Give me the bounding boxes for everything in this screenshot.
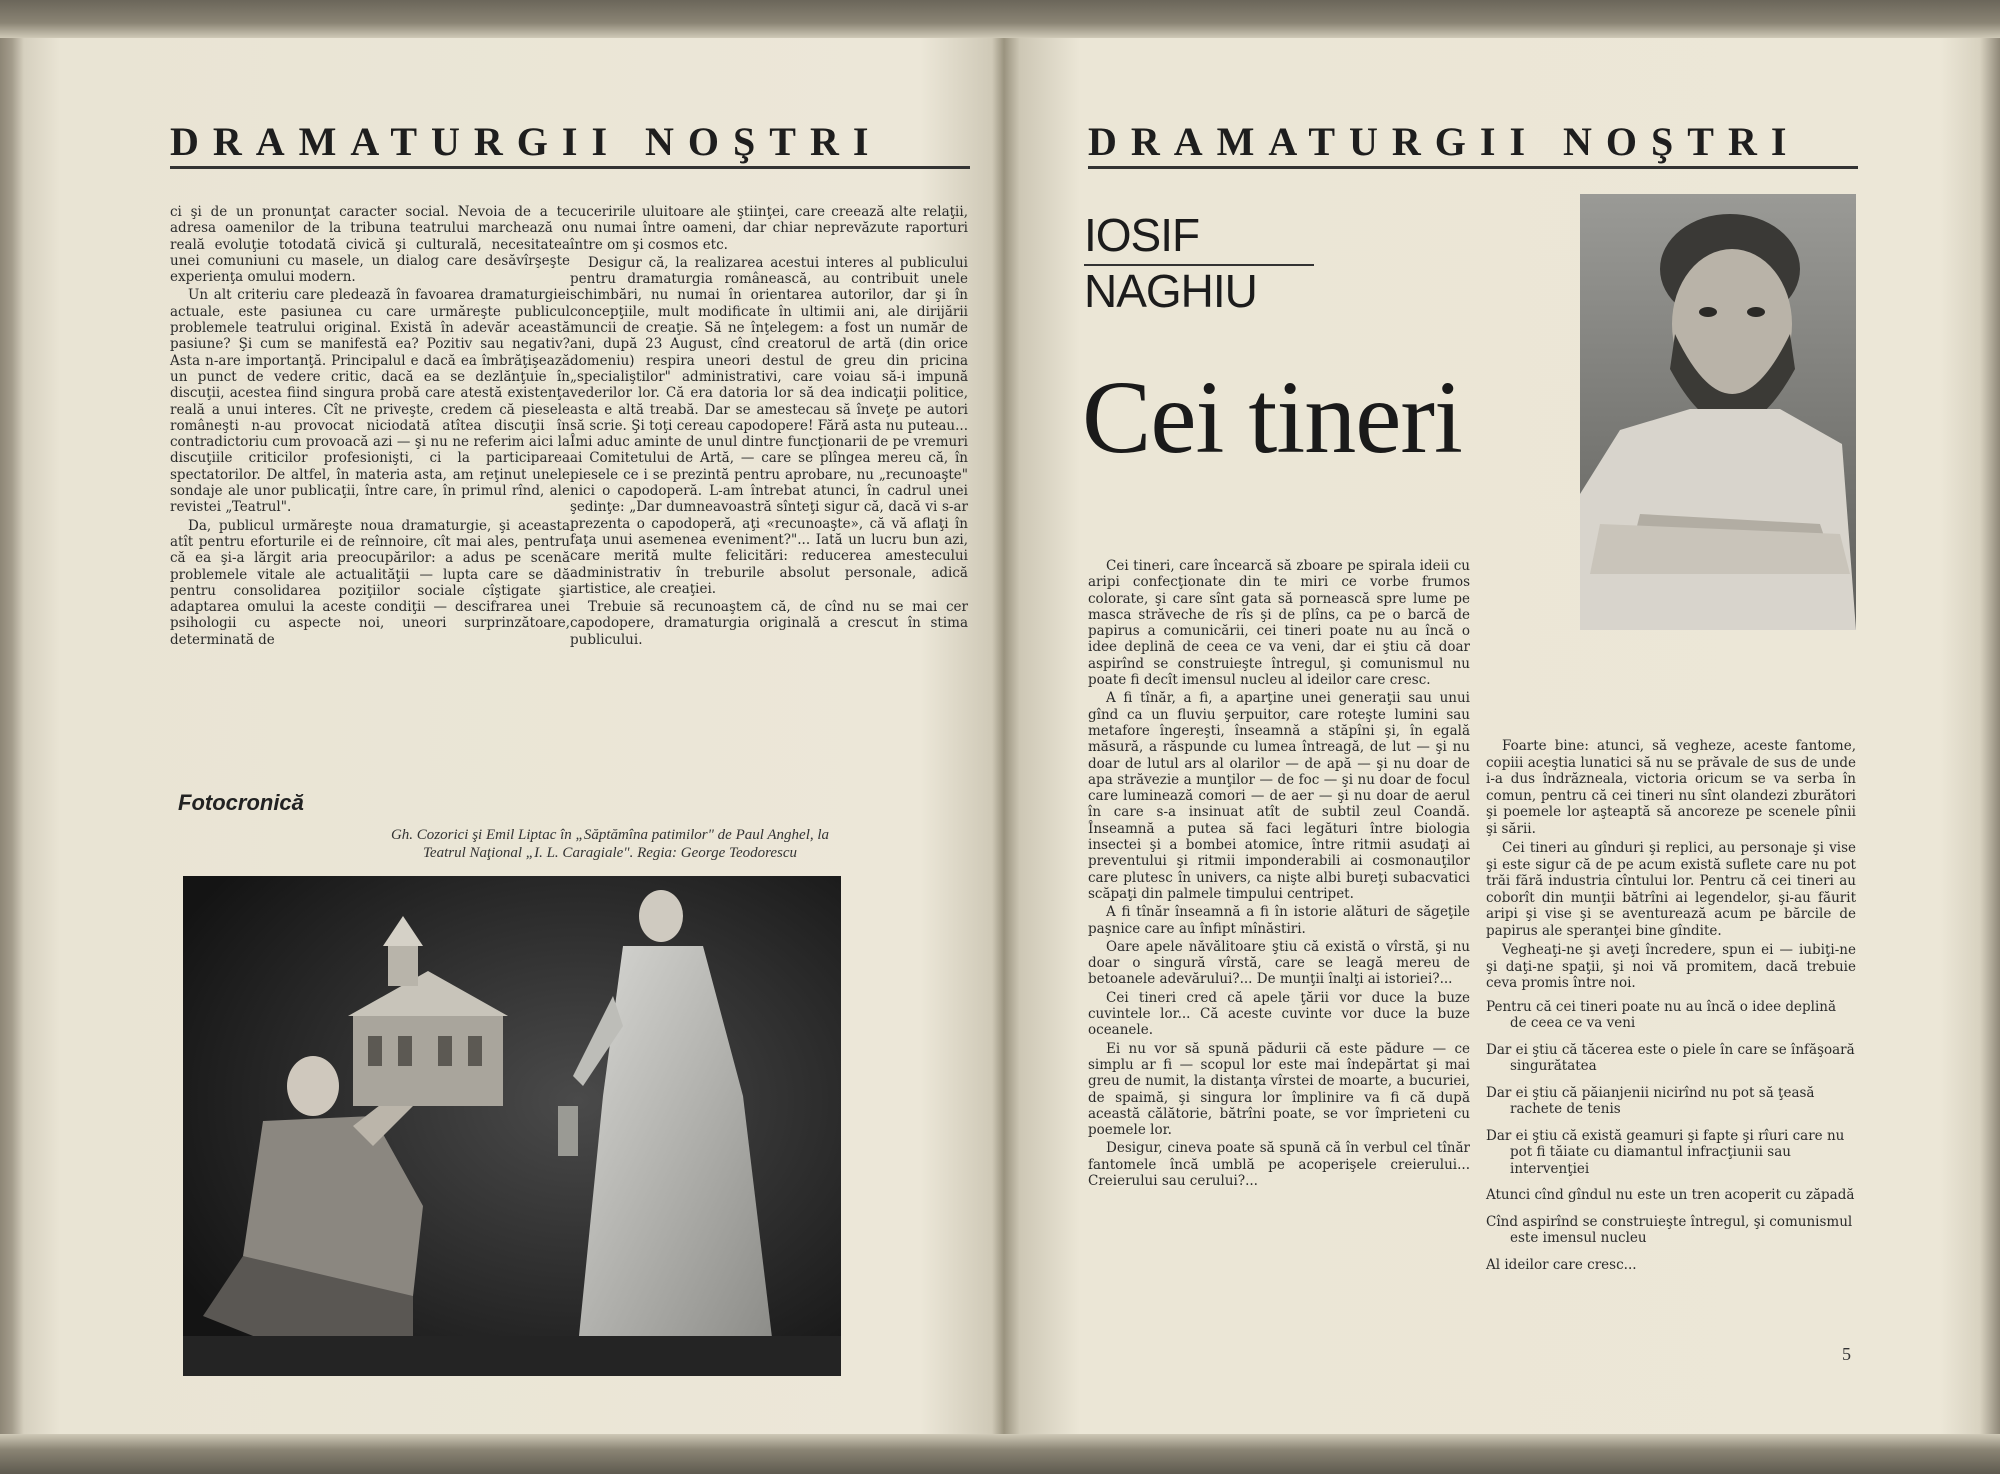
article-column-1 <box>170 204 570 650</box>
paragraph: Trebuie să recunoaştem că, de cînd nu se mai cer capodopere, dramaturgia originală a crescut în stima publicului. <box>570 599 968 648</box>
paragraph: Vegheaţi-ne şi aveţi încredere, spun ei — iubiţi-ne şi daţi-ne spaţii, şi noi vă promitem, dacă trebuie ceva promis între noi. <box>1486 942 1856 991</box>
paragraph: Da, publicul urmăreşte noua dramaturgie, şi aceasta atît pentru eforturile ei de reînnoire, cît mai ales, pentru că ea şi-a lărgit aria preocupărilor: a adus pe scenă problemele vitale ale actualităţii — lupta care se dă pentru consolidarea poziţiilor sociale cîştigate şi adaptarea omului la aceste condiţii — descifrarea unei psihologii cu aspecte noi, uneori surprinzătoare, determinată de <box>170 517 570 648</box>
binding-top-edge <box>0 0 2000 38</box>
paragraph: cuceririle uluitoare ale ştiinţei, care creează alte relaţii, nu numai între oameni, dar chiar neprevăzute raporturi între om şi cosmos etc. <box>570 204 968 253</box>
paragraph: Cei tineri cred că apele ţării vor duce la buze cuvintele lor... Că aceste cuvinte vor duce la buze oceanele. <box>1088 989 1470 1039</box>
stage-photo <box>183 876 841 1376</box>
section-header: DRAMATURGII NOŞTRI <box>170 119 883 164</box>
verse: Dar ei ştiu că există geamuri şi fapte şi rîuri care nu pot fi tăiate cu diamantul infracţiunii sau intervenţiei <box>1486 1127 1845 1177</box>
paragraph: Cei tineri au gînduri şi replici, au personaje şi vise şi este sigur că de pe acum există suflete care nu pot trăi fără industria cîntului lor. Pentru că cei tineri au coborît din munţii bătrîni ai legendelor, şi-au făurit aripi şi vise şi se aventurează acum pe bărcile de papirus ale speranţei bine gîndite. <box>1486 840 1856 939</box>
paragraph: Oare apele năvălitoare ştiu că există o vîrstă, şi nu doar o singură vîrstă, care se leagă mereu de betoanele adevărului?... De munţii înalţi ai istoriei?... <box>1088 938 1470 988</box>
verse: Dar ei ştiu că păianjenii nicirînd nu pot să ţeasă rachete de tenis <box>1486 1084 1815 1117</box>
verse: Cînd aspirînd se construieşte întregul, şi comunismul este imensul nucleu <box>1486 1213 1853 1246</box>
header-rule <box>170 166 970 169</box>
paragraph: A fi tînăr înseamnă a fi în istorie alături de săgeţile paşnice care au înfipt mînăstiri. <box>1088 904 1470 937</box>
article-title: Cei tineri <box>1082 360 1462 475</box>
caption-line-1: Gh. Cozorici şi Emil Liptac în „Săptămîna patimilor" de Paul Anghel, la <box>390 827 830 843</box>
paragraph: Ei nu vor să spună pădurii că este pădure — ce simplu ar fi — scopul lor este mai îndepărtat şi mai greu de numit, la distanţa vîrstei de moarte, a bucuriei, de spaimă, şi singura lor împlinire va fi că după această călătorie, bătrîni poate, se vor împrieteni cu poemele lor. <box>1088 1040 1470 1139</box>
section-label-fotocronica: Fotocronică <box>178 790 304 815</box>
article-body <box>1088 558 1470 1191</box>
header-rule <box>1088 166 1858 169</box>
paragraph: Cei tineri, care încearcă să zboare pe spirala ideii cu aripi confecţionate din te miri ce vorbe frumos colorate, şi care sînt gata să pornească spre lume pe masca străveche de rîs şi de plîns, ca pe o barcă de papirus a comunicării, cei tineri poate nu au încă o idee deplină de ceea ce va veni, dar ei ştiu că doar aspirînd se construieşte întregul, şi comunismul nu poate fi decît imensul nucleu al ideilor care cresc. <box>1088 558 1470 689</box>
author-first-name: IOSIF <box>1084 209 1200 261</box>
section-header: DRAMATURGII NOŞTRI <box>1088 119 1801 164</box>
paragraph: Desigur, cineva poate să spună că în verbul cel tînăr fantomele încă umblă pe acoperişele creierului... Creierului sau cerului?... <box>1088 1140 1470 1189</box>
photo-caption <box>280 826 940 862</box>
verse: Atunci cînd gîndul nu este un tren acoperit cu zăpadă <box>1486 1187 1855 1203</box>
verse: Pentru că cei tineri poate nu au încă o idee deplină de ceea ce va veni <box>1486 998 1837 1031</box>
page-number: 5 <box>1842 1344 1851 1364</box>
author-portrait <box>1580 194 1856 630</box>
right-page <box>1010 38 1970 1434</box>
left-page <box>30 38 990 1434</box>
verse: Al ideilor care cresc... <box>1486 1256 1637 1273</box>
paragraph: ci şi de un pronunţat caracter social. Nevoia de a te adresa oamenilor de la tribuna teatrului marchează o reală evoluţie totodată civică şi culturală, necesitatea unei comuniuni cu masele, un dialog care desăvîrşeşte experienţa omului modern. <box>170 204 570 286</box>
article-body-column-2 <box>1486 738 1856 1283</box>
stage-photo-image <box>183 876 841 1376</box>
author-last-name: NAGHIU <box>1084 265 1257 317</box>
verse: Dar ei ştiu că tăcerea este o piele în care se înfăşoară singurătatea <box>1486 1041 1855 1074</box>
paragraph: Foarte bine: atunci, să vegheze, aceste fantome, copiii aceştia lunatici să nu se prăvale de sus de unde i-a dus îndrăzneala, victoria oricum se va serba în comun, pentru că cei tineri nu sînt olandezi zburători şi poemele lor aşteaptă să ancoreze pe scenele pînii şi sării. <box>1486 738 1856 837</box>
article-column-2 <box>570 204 968 650</box>
paragraph: A fi tînăr, a fi, a aparţine unei generaţii sau unui gînd ca un fluviu şerpuitor, care roteşte lumini sau metafore îngereşti, înseamnă a stăpîni şi, în egală măsură, a răspunde cu lumea întreagă, de lut — şi nu doar de lutul ars al olarilor — de apă — şi nu doar de apa străvezie a munţilor — de foc — şi nu doar de focul care luminează comori — de aer — şi nu doar de aerul în care s-a insinuat atît de subtil zeul Coandă. Înseamnă a putea să faci legături între biologia insectei şi a bombei atomice, între ritmii asudaţi ai preventului şi ritmii imponderabili ai cosmonauţilor care plutesc în univers, ca nişte albi bureţi subacvatici scăpaţi din palmele timpului centripet. <box>1088 690 1470 902</box>
caption-line-2: Teatrul Naţional „I. L. Caragiale". Regia: George Teodorescu <box>422 845 798 861</box>
paragraph: Desigur că, la realizarea acestui interes al publicului pentru dramaturgia românească, au contribuit unele schimbări, nu numai în orientarea autorilor, dar şi în concepţiile, mult modificate în ultimii ani, ale dirijării muncii de creaţie. Să ne înţelegem: a fost un număr de ani, după 23 August, cînd creatorul de artă (din orice domeniu) respira uneori destul de greu din pricina „specialiştilor" administrativi, care voiau să-i impună vederilor lor. Că era datoria lor să dea indicaţii politice, asta e altă treabă. Dar se amestecau să înveţe pe autori să scrie. Şi toţi cereau capodopere! Fără asta nu puteau... Îmi aduc aminte de unul dintre funcţionarii de pe vremuri ai Comitetului de Artă, — care se plîngea mereu că, în piesele ce i se prezintă pentru aprobare, nu „recunoaşte" nici o capodoperă. L-am întrebat atunci, în cadrul unei şedinţe: „Dar dumneavoastră sînteţi sigur că, dacă vi s-ar prezenta o capodoperă, aţi «recunoaşte», că vă aflaţi în faţa unui asemenea eveniment?"... Iată un lucru bun azi, care merită multe felicitări: reducerea amestecului administrativ în treburile absolut personale, adică artistice, ale creaţiei. <box>570 254 968 597</box>
binding-bottom-edge <box>0 1434 2000 1474</box>
paragraph: Un alt criteriu care pledează în favoarea dramaturgiei actuale, este pasiunea cu care urmăreşte publicul problemele teatrului original. Există în adevăr această pasiune? Şi cum se manifestă ea? Pozitiv sau negativ? Asta n-are importanţă. Principalul e dacă ea îmbrăţişează un punct de vedere critic, dacă ea se dezlănţuie în discuţii, acestea fiind singura probă care atestă existenţa reală a unui interes. Cît ne priveşte, credem că piesele româneşti n-au provocat niciodată atîtea discuţii în contradictoriu cum provoacă azi — şi nu ne referim aici la discuţiile criticilor profesionişti, ci la participarea spectatorilor. De altfel, în materia asta, am reţinut unele sondaje ale unor publicaţii, între care, în primul rînd, ale revistei „Teatrul". <box>170 287 570 516</box>
author-portrait-image <box>1580 194 1856 630</box>
